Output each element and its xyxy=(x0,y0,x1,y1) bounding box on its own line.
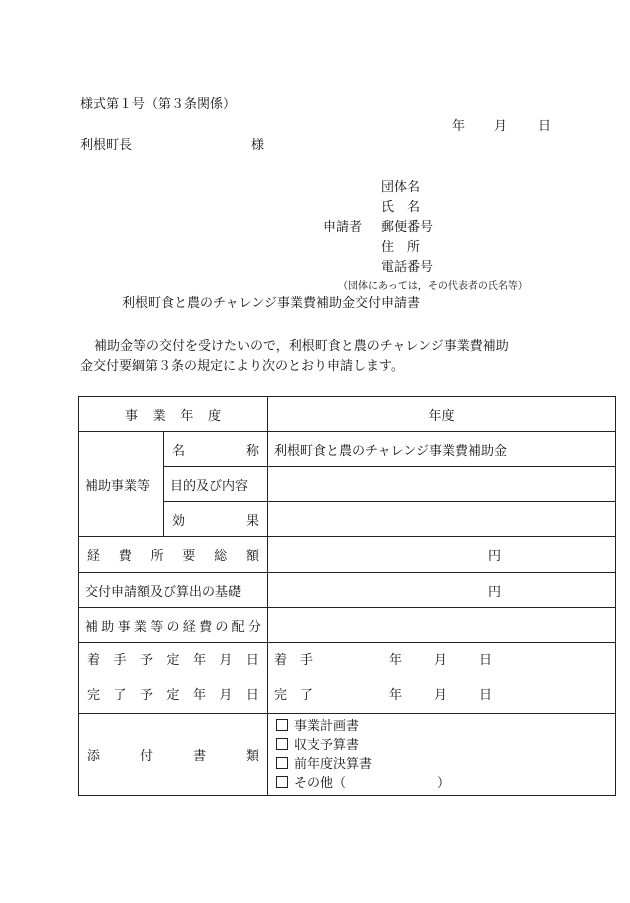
row-fiscal-year xyxy=(79,397,616,432)
attachment-item[interactable] xyxy=(268,736,615,755)
honorific: 様 xyxy=(251,138,265,153)
checkbox-icon[interactable] xyxy=(276,776,288,788)
attachment-item[interactable] xyxy=(268,755,615,774)
allocation-label: 補 助 事 業 等 の 経 費 の 配 分 xyxy=(85,619,261,635)
fiscal-year-label-cell xyxy=(79,397,268,432)
form-number: 様式第１号（第３条関係） xyxy=(80,97,237,112)
application-table xyxy=(78,396,616,796)
applicant-field-group: 団体名 xyxy=(381,180,421,195)
document-title: 利根町食と農のチャレンジ事業費補助金交付申請書 xyxy=(122,296,420,311)
start-prefix: 着 手 xyxy=(274,653,314,668)
end-value[interactable] xyxy=(268,678,615,713)
schedule-value-cell[interactable] xyxy=(268,643,616,714)
attachment-label: 事業計画書 xyxy=(294,718,360,734)
name-label: 名 称 xyxy=(172,443,259,459)
row-grant xyxy=(79,573,616,608)
body-line-2: 金交付要綱第３条の規定により次のとおり申請します。 xyxy=(80,359,404,374)
applicant-field-postal: 郵便番号 xyxy=(381,220,434,235)
applicant-note: （団体にあっては，その代表者の氏名等） xyxy=(338,281,528,292)
start-value[interactable] xyxy=(268,643,615,678)
row-allocation xyxy=(79,608,616,643)
effect-label-cell xyxy=(164,502,268,537)
body-line-1: 補助金等の交付を受けたいので，利根町食と農のチャレンジ事業費補助 xyxy=(94,339,509,354)
start-year: 年 xyxy=(389,653,403,668)
addressee: 利根町長 xyxy=(80,138,133,153)
row-name xyxy=(79,432,616,467)
purpose-label: 目的及び内容 xyxy=(164,467,268,502)
end-prefix: 完 了 xyxy=(274,688,314,703)
start-month: 月 xyxy=(434,653,448,668)
effect-value[interactable] xyxy=(268,502,616,537)
grant-label: 交付申請額及び算出の基礎 xyxy=(79,573,268,608)
name-value[interactable]: 利根町食と農のチャレンジ事業費補助金 xyxy=(268,432,616,467)
schedule-label-cell xyxy=(79,643,268,714)
checkbox-icon[interactable] xyxy=(276,719,288,731)
allocation-label-cell xyxy=(79,608,268,643)
date-month: 月 xyxy=(494,119,508,134)
attachment-label: その他（ ） xyxy=(294,775,451,791)
date-day: 日 xyxy=(538,119,552,134)
end-label: 完 了 予 定 年 月 日 xyxy=(87,688,259,703)
applicant-field-name: 氏 名 xyxy=(381,200,421,215)
attachments-label: 添 付 書 類 xyxy=(87,749,259,764)
total-cost-unit[interactable]: 円 xyxy=(268,537,616,573)
applicant-label: 申請者 xyxy=(323,220,363,235)
applicant-field-phone: 電話番号 xyxy=(381,260,434,275)
total-cost-label: 経 費 所 要 総 額 xyxy=(87,549,259,564)
allocation-value[interactable] xyxy=(268,608,616,643)
end-year: 年 xyxy=(389,688,403,703)
end-day: 日 xyxy=(479,688,493,703)
name-label-cell xyxy=(164,432,268,467)
attachment-item[interactable] xyxy=(268,774,615,793)
checkbox-icon[interactable] xyxy=(276,757,288,769)
project-label: 補助事業等 xyxy=(79,432,164,537)
row-attachments xyxy=(79,714,616,796)
attachment-item[interactable] xyxy=(268,717,615,736)
row-schedule xyxy=(79,643,616,714)
end-month: 月 xyxy=(434,688,448,703)
applicant-field-address: 住 所 xyxy=(381,240,421,255)
effect-label: 効 果 xyxy=(172,513,259,529)
attachment-label: 前年度決算書 xyxy=(294,756,373,772)
attachment-label: 収支予算書 xyxy=(294,737,360,753)
date-year: 年 xyxy=(452,119,466,134)
purpose-value[interactable] xyxy=(268,467,616,502)
checkbox-icon[interactable] xyxy=(276,738,288,750)
grant-unit[interactable]: 円 xyxy=(268,573,616,608)
fiscal-year-label: 事 業 年 度 xyxy=(125,408,221,424)
row-total-cost xyxy=(79,537,616,573)
attachments-list xyxy=(268,714,616,796)
attachments-label-cell xyxy=(79,714,268,796)
start-label: 着 手 予 定 年 月 日 xyxy=(87,653,259,668)
fiscal-year-value[interactable]: 年度 xyxy=(268,397,616,432)
total-cost-label-cell xyxy=(79,537,268,573)
start-day: 日 xyxy=(479,653,493,668)
